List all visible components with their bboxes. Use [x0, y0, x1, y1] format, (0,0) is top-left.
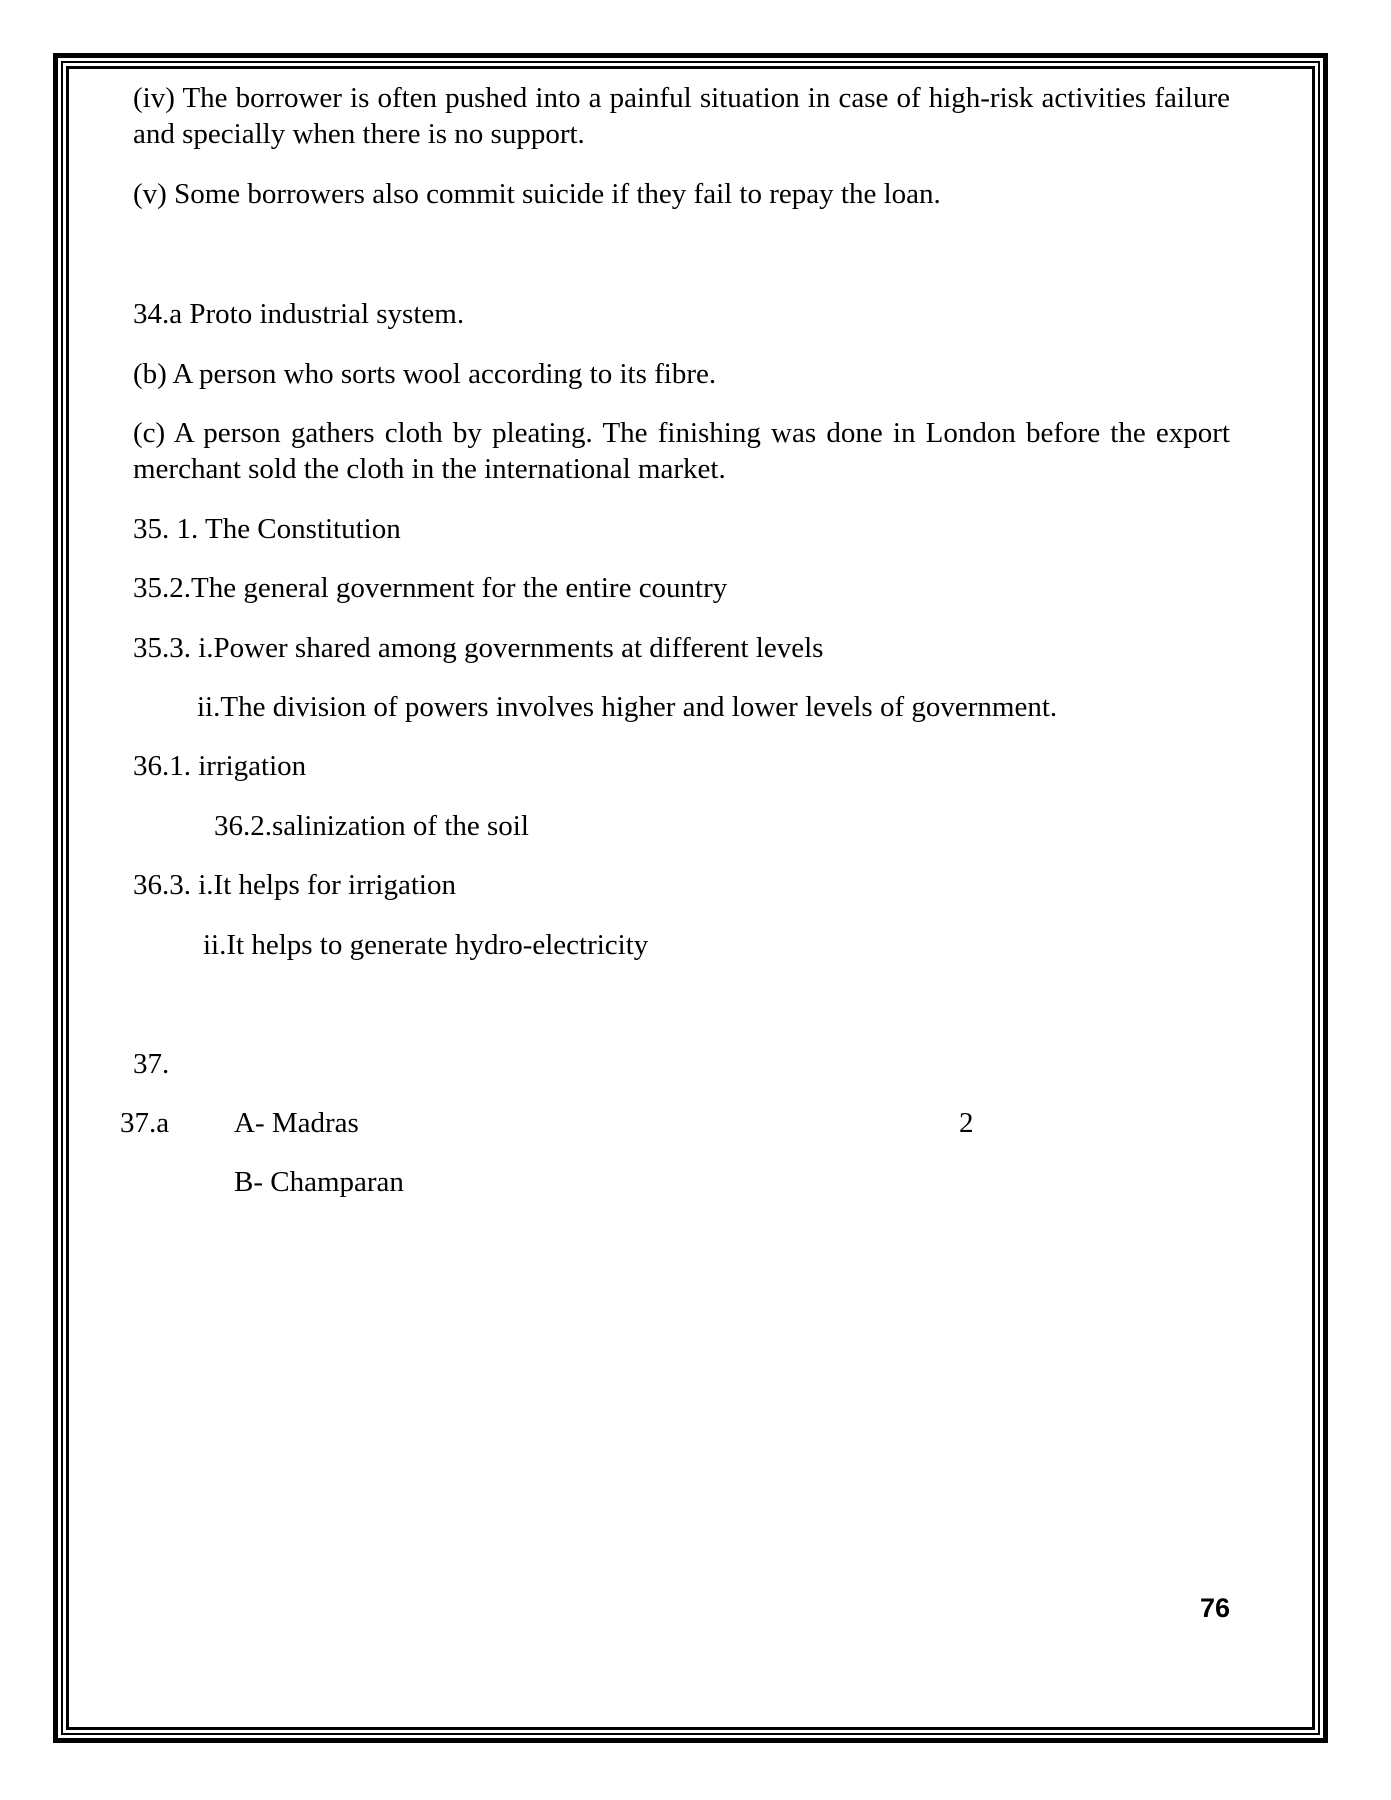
answer-36-2: 36.2.salinization of the soil [214, 810, 529, 842]
answer-37a-A: A- Madras [234, 1107, 359, 1139]
answer-37a-label: 37.a [120, 1107, 170, 1139]
answer-35-1: 35. 1. The Constitution [133, 513, 401, 545]
answer-34b: (b) A person who sorts wool according to its fibre. [133, 358, 717, 390]
answer-35-3-i: 35.3. i.Power shared among governments at different levels [133, 632, 824, 664]
answer-36-1: 36.1. irrigation [133, 750, 307, 782]
answer-34c: (c) A person gathers cloth by pleating. The finishing was done in London before the export merchant sold the cloth in the international market. [133, 417, 1230, 485]
answer-37a-B: B- Champaran [234, 1166, 404, 1198]
answer-34a: 34.a Proto industrial system. [133, 298, 465, 330]
answer-35-3-ii: ii.The division of powers involves higher and lower levels of government. [197, 691, 1058, 723]
answer-36-3-i: 36.3. i.It helps for irrigation [133, 869, 456, 901]
answer-37a-marks: 2 [959, 1107, 974, 1139]
answer-37: 37. [133, 1048, 170, 1080]
answer-v: (v) Some borrowers also commit suicide if they fail to repay the loan. [133, 178, 941, 210]
answer-iv: (iv) The borrower is often pushed into a painful situation in case of high-risk activities failure and specially when there is no support. [133, 82, 1230, 150]
answer-36-3-ii: ii.It helps to generate hydro-electricity [203, 929, 649, 961]
answer-35-2: 35.2.The general government for the entire country [133, 572, 728, 604]
page-number: 76 [1199, 1593, 1230, 1623]
